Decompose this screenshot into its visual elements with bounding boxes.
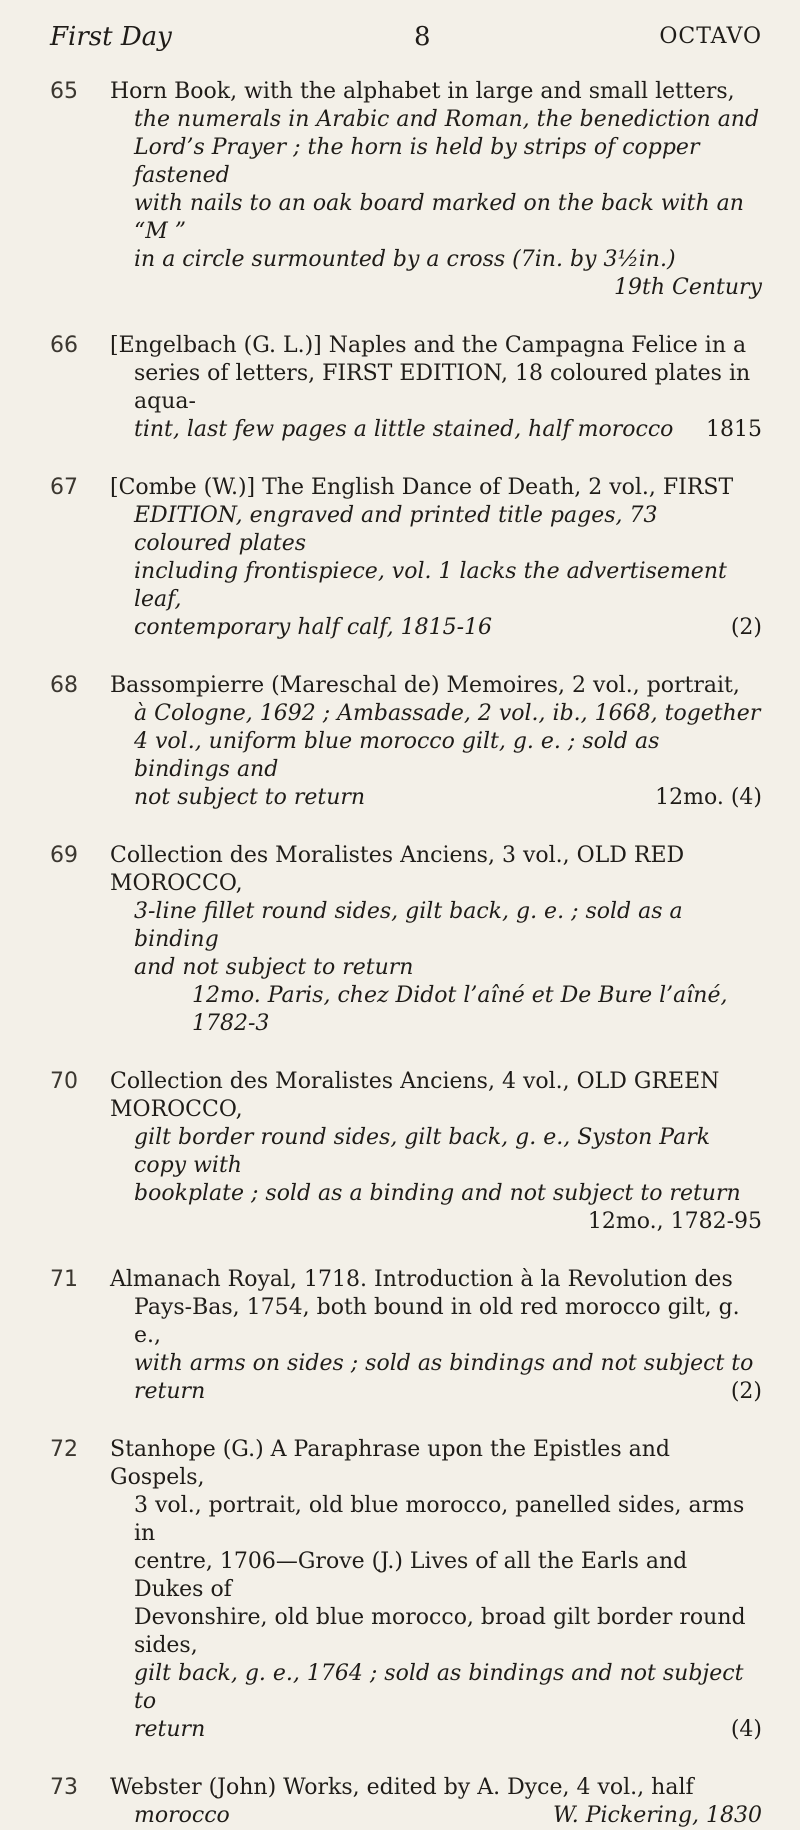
lot-number: 67 bbox=[50, 475, 78, 500]
lot-line: with nails to an oak board marked on the back with an “M ” bbox=[134, 191, 744, 244]
lot-description bbox=[110, 672, 762, 812]
lot-line: return bbox=[134, 1379, 206, 1404]
lot-count: (2) bbox=[730, 615, 762, 640]
lot-number: 72 bbox=[50, 1437, 78, 1462]
day-heading: First Day bbox=[50, 22, 172, 52]
lot-entry bbox=[50, 1774, 762, 1830]
lot-count: (4) bbox=[730, 1717, 762, 1742]
lot-entry bbox=[50, 474, 762, 642]
lot-description bbox=[110, 1266, 762, 1406]
lot-line: 3-line fillet round sides, gilt back, g. e. ; sold as a binding bbox=[134, 899, 683, 952]
lot-line: Devonshire, old blue morocco, broad gilt border round sides, bbox=[134, 1605, 746, 1658]
lot-line-with-date bbox=[110, 416, 762, 444]
lot-line: Collection des Moralistes Anciens, 3 vol., OLD RED MOROCCO, bbox=[110, 843, 685, 896]
lot-description bbox=[110, 332, 762, 444]
lot-description bbox=[110, 1068, 762, 1236]
lot-number: 68 bbox=[50, 673, 78, 698]
lot-line: centre, 1706—Grove (J.) Lives of all the Earls and Dukes of bbox=[134, 1549, 688, 1602]
lot-entry bbox=[50, 1266, 762, 1406]
page-number: 8 bbox=[414, 22, 431, 52]
lot-line: series of letters, FIRST EDITION, 18 coloured plates in aqua- bbox=[134, 361, 751, 414]
lot-line: tint, last few pages a little stained, half morocco bbox=[134, 417, 674, 442]
lot-entry bbox=[50, 1068, 762, 1236]
lot-format: 12mo., 1782-95 bbox=[587, 1209, 762, 1234]
lot-line: the numerals in Arabic and Roman, the benediction and bbox=[134, 107, 760, 132]
lot-description bbox=[110, 842, 762, 1038]
lot-line: Almanach Royal, 1718. Introduction à la Revolution des bbox=[110, 1267, 733, 1292]
lot-line: Stanhope (G.) A Paraphrase upon the Epistles and Gospels, bbox=[110, 1437, 670, 1490]
lot-description bbox=[110, 1436, 762, 1744]
lot-line: Webster (John) Works, edited by A. Dyce, 4 vol., half bbox=[110, 1775, 694, 1800]
lot-entry bbox=[50, 1436, 762, 1744]
lot-number: 69 bbox=[50, 843, 78, 868]
lot-number: 65 bbox=[50, 79, 78, 104]
lot-number: 71 bbox=[50, 1267, 78, 1292]
lot-line: contemporary half calf, 1815-16 bbox=[134, 615, 493, 640]
lot-line: Collection des Moralistes Anciens, 4 vol., OLD GREEN MOROCCO, bbox=[110, 1069, 720, 1122]
lot-line-with-count bbox=[110, 1716, 762, 1744]
lot-number: 73 bbox=[50, 1775, 78, 1800]
lot-line: morocco bbox=[134, 1803, 230, 1828]
lot-line: Lord’s Prayer ; the horn is held by strips of copper fastened bbox=[134, 135, 700, 188]
lot-entry bbox=[50, 78, 762, 302]
format-heading: OCTAVO bbox=[659, 24, 762, 49]
lot-line: gilt border round sides, gilt back, g. e., Syston Park copy with bbox=[134, 1125, 711, 1178]
lot-line: 3 vol., portrait, old blue morocco, panelled sides, arms in bbox=[134, 1493, 745, 1546]
lot-imprint: 12mo. Paris, chez Didot l’aîné et De Bure l’aîné, 1782-3 bbox=[192, 983, 728, 1036]
lot-count: (2) bbox=[730, 1379, 762, 1404]
lot-entry bbox=[50, 672, 762, 812]
lot-entry bbox=[50, 332, 762, 444]
lot-list bbox=[50, 78, 762, 1830]
lot-line: with arms on sides ; sold as bindings and not subject to bbox=[134, 1351, 754, 1376]
lot-line: not subject to return bbox=[134, 785, 366, 810]
lot-line: including frontispiece, vol. 1 lacks the advertisement leaf, bbox=[134, 559, 727, 612]
running-head bbox=[50, 22, 762, 62]
lot-number: 66 bbox=[50, 333, 78, 358]
lot-line: Pays-Bas, 1754, both bound in old red morocco gilt, g. e., bbox=[134, 1295, 740, 1348]
lot-imprint: W. Pickering, 1830 bbox=[552, 1803, 762, 1828]
lot-description bbox=[110, 78, 762, 302]
lot-date: 1815 bbox=[706, 417, 762, 442]
lot-line: [Combe (W.)] The English Dance of Death, 2 vol., FIRST bbox=[110, 475, 734, 500]
lot-line: bookplate ; sold as a binding and not subject to return bbox=[134, 1181, 741, 1206]
lot-line: Bassompierre (Mareschal de) Memoires, 2 vol., portrait, bbox=[110, 673, 740, 698]
lot-line: EDITION, engraved and printed title pages, 73 coloured plates bbox=[134, 503, 658, 556]
lot-line-with-format bbox=[110, 784, 762, 812]
lot-format: 12mo. (4) bbox=[655, 785, 762, 810]
lot-description bbox=[110, 474, 762, 642]
lot-line: [Engelbach (G. L.)] Naples and the Campagna Felice in a bbox=[110, 333, 747, 358]
lot-line: gilt back, g. e., 1764 ; sold as bindings and not subject to bbox=[134, 1661, 744, 1714]
lot-number: 70 bbox=[50, 1069, 78, 1094]
lot-line: and not subject to return bbox=[134, 955, 414, 980]
lot-line: 4 vol., uniform blue morocco gilt, g. e. ; sold as bindings and bbox=[134, 729, 660, 782]
lot-line: à Cologne, 1692 ; Ambassade, 2 vol., ib., 1668, together bbox=[134, 701, 761, 726]
lot-description bbox=[110, 1774, 762, 1830]
lot-line: Horn Book, with the alphabet in large and small letters, bbox=[110, 79, 735, 104]
lot-entry bbox=[50, 842, 762, 1038]
lot-line: return bbox=[134, 1717, 206, 1742]
lot-line-with-count bbox=[110, 1378, 762, 1406]
lot-line-with-imprint bbox=[110, 1802, 762, 1830]
lot-line-with-count bbox=[110, 614, 762, 642]
lot-line: in a circle surmounted by a cross (7in. by 3½in.) bbox=[134, 247, 676, 272]
lot-date: 19th Century bbox=[614, 275, 762, 300]
